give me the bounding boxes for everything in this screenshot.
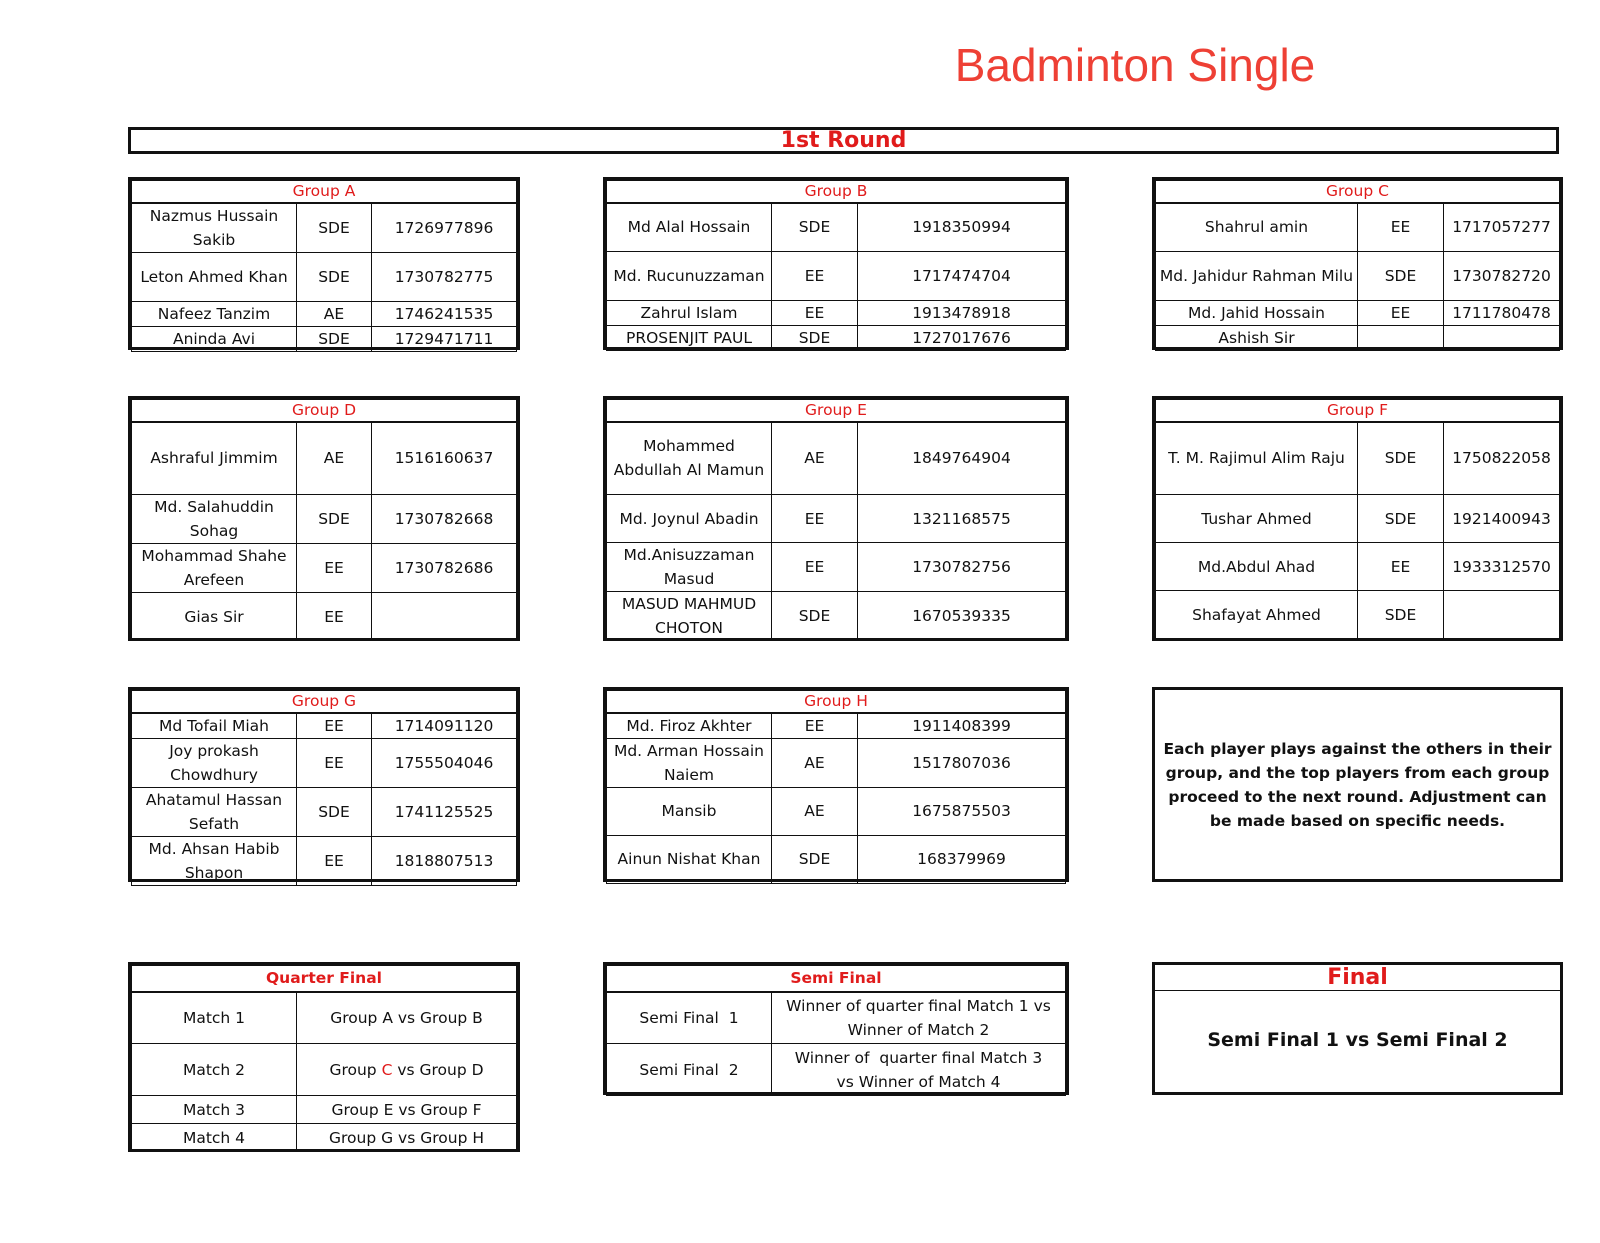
player-dept: SDE: [1358, 591, 1444, 639]
player-name: Md Tofail Miah: [132, 713, 297, 739]
player-dept: SDE: [297, 252, 372, 301]
group-e-table: [603, 396, 1069, 641]
player-name: Md. Rucunuzzaman: [607, 252, 772, 301]
player-phone: 1729471711: [372, 326, 517, 351]
player-phone: 1911408399: [858, 713, 1066, 739]
player-dept: SDE: [772, 835, 858, 883]
match-vs: vs: [393, 1128, 421, 1147]
player-phone: 1741125525: [372, 787, 517, 836]
match-groups: [297, 992, 517, 1044]
player-phone: 1714091120: [372, 713, 517, 739]
player-name: Joy prokash Chowdhury: [132, 738, 297, 787]
group-a-table: [128, 177, 520, 350]
player-dept: EE: [297, 544, 372, 593]
match-vs: vs: [392, 1060, 420, 1079]
player-phone: 1730782686: [372, 544, 517, 593]
player-name: Ashraful Jimmim: [132, 422, 297, 495]
match-groups: [297, 1096, 517, 1124]
player-phone: 1321168575: [858, 495, 1066, 543]
player-dept: AE: [297, 301, 372, 326]
player-name: Mansib: [607, 787, 772, 835]
player-name: Md.Anisuzzaman Masud: [607, 543, 772, 592]
player-name: Shahrul amin: [1156, 203, 1358, 252]
group-header: Group A: [132, 181, 517, 203]
quarter-final-header: Quarter Final: [132, 966, 517, 992]
player-dept: SDE: [772, 203, 858, 252]
group-c-table: [1152, 177, 1563, 350]
match-label: Match 4: [132, 1124, 297, 1152]
group-b-table: [603, 177, 1069, 350]
semi-final-desc: Winner of quarter final Match 3 vs Winner of Match 4: [772, 1044, 1066, 1096]
player-phone: 1730782775: [372, 252, 517, 301]
player-phone: [1444, 326, 1560, 351]
player-phone: 1730782720: [1444, 252, 1560, 301]
player-phone: 1818807513: [372, 836, 517, 885]
player-dept: SDE: [297, 787, 372, 836]
group-f-table: [1152, 396, 1563, 641]
player-dept: EE: [1358, 301, 1444, 326]
player-name: PROSENJIT PAUL: [607, 326, 772, 351]
round-title: 1st Round: [128, 127, 1559, 154]
player-phone: 1727017676: [858, 326, 1066, 351]
player-name: Md. Salahuddin Sohag: [132, 495, 297, 544]
match-label: Match 1: [132, 992, 297, 1044]
match-vs: vs: [392, 1008, 421, 1027]
player-name: Md. Jahid Hossain: [1156, 301, 1358, 326]
player-dept: AE: [772, 787, 858, 835]
match-group-right: Group H: [420, 1128, 485, 1147]
player-dept: EE: [297, 738, 372, 787]
match-group-right: Group F: [420, 1100, 482, 1119]
player-dept: SDE: [772, 326, 858, 351]
player-name: Ashish Sir: [1156, 326, 1358, 351]
group-header: Group D: [132, 400, 517, 422]
player-dept: EE: [772, 543, 858, 592]
group-header: Group B: [607, 181, 1066, 203]
player-name: Mohammed Abdullah Al Mamun: [607, 422, 772, 495]
player-name: Md.Abdul Ahad: [1156, 543, 1358, 591]
player-dept: EE: [772, 713, 858, 739]
match-group-left: Group A: [330, 1008, 393, 1027]
player-phone: 1849764904: [858, 422, 1066, 495]
match-group-right: Group B: [420, 1008, 483, 1027]
player-dept: SDE: [1358, 495, 1444, 543]
player-name: Md. Arman Hossain Naiem: [607, 738, 772, 787]
match-label: Match 2: [132, 1044, 297, 1096]
group-header: Group F: [1156, 400, 1560, 422]
group-g-table: [128, 687, 520, 882]
quarter-final-table: [128, 962, 520, 1152]
player-name: Md. Jahidur Rahman Milu: [1156, 252, 1358, 301]
semi-final-label: Semi Final 2: [607, 1044, 772, 1096]
match-group-left: Group G: [328, 1128, 394, 1147]
player-dept: EE: [297, 836, 372, 885]
player-name: Shafayat Ahmed: [1156, 591, 1358, 639]
player-phone: 1517807036: [858, 738, 1066, 787]
group-header: Group E: [607, 400, 1066, 422]
player-name: Md Alal Hossain: [607, 203, 772, 252]
match-groups: [297, 1124, 517, 1152]
player-dept: SDE: [1358, 422, 1444, 495]
player-dept: EE: [1358, 203, 1444, 252]
semi-final-header: Semi Final: [607, 966, 1066, 992]
player-dept: EE: [772, 301, 858, 326]
player-dept: EE: [297, 593, 372, 641]
player-dept: EE: [297, 713, 372, 739]
match-label: Match 3: [132, 1096, 297, 1124]
player-dept: SDE: [297, 326, 372, 351]
player-name: Md. Joynul Abadin: [607, 495, 772, 543]
player-phone: 1933312570: [1444, 543, 1560, 591]
match-vs: vs: [393, 1100, 421, 1119]
player-dept: AE: [772, 422, 858, 495]
group-header: Group H: [607, 691, 1066, 713]
player-name: Mohammad Shahe Arefeen: [132, 544, 297, 593]
player-name: Ahatamul Hassan Sefath: [132, 787, 297, 836]
group-header: Group G: [132, 691, 517, 713]
player-phone: 1730782756: [858, 543, 1066, 592]
player-name: T. M. Rajimul Alim Raju: [1156, 422, 1358, 495]
player-phone: 1726977896: [372, 203, 517, 253]
player-dept: SDE: [297, 203, 372, 253]
player-phone: 1918350994: [858, 203, 1066, 252]
player-name: Nazmus Hussain Sakib: [132, 203, 297, 253]
semi-final-desc: Winner of quarter final Match 1 vs Winner of Match 2: [772, 992, 1066, 1044]
player-dept: SDE: [772, 592, 858, 641]
player-dept: EE: [772, 495, 858, 543]
semi-final-label: Semi Final 1: [607, 992, 772, 1044]
player-phone: 168379969: [858, 835, 1066, 883]
player-name: Gias Sir: [132, 593, 297, 641]
group-d-table: [128, 396, 520, 641]
player-phone: [372, 593, 517, 641]
player-phone: 1755504046: [372, 738, 517, 787]
player-name: Tushar Ahmed: [1156, 495, 1358, 543]
page-title: Badminton Single: [954, 39, 1316, 91]
player-name: Leton Ahmed Khan: [132, 252, 297, 301]
player-phone: 1921400943: [1444, 495, 1560, 543]
player-name: Nafeez Tanzim: [132, 301, 297, 326]
player-phone: [1444, 591, 1560, 639]
player-name: Ainun Nishat Khan: [607, 835, 772, 883]
match-group-highlight: C: [381, 1060, 393, 1079]
player-phone: 1717474704: [858, 252, 1066, 301]
player-dept: EE: [772, 252, 858, 301]
final-match: Semi Final 1 vs Semi Final 2: [1207, 1029, 1508, 1051]
group-h-table: [603, 687, 1069, 882]
player-phone: 1750822058: [1444, 422, 1560, 495]
match-group-right: Group D: [419, 1060, 484, 1079]
player-name: Md. Firoz Akhter: [607, 713, 772, 739]
player-name: MASUD MAHMUD CHOTON: [607, 592, 772, 641]
player-phone: 1711780478: [1444, 301, 1560, 326]
player-phone: 1730782668: [372, 495, 517, 544]
player-phone: 1670539335: [858, 592, 1066, 641]
player-name: Aninda Avi: [132, 326, 297, 351]
match-group-left: Group: [329, 1060, 382, 1079]
player-dept: EE: [1358, 543, 1444, 591]
rules-note: Each player plays against the others in their group, and the top players from each group proceed to the next round. Adjustment can be made based on specific needs.: [1163, 739, 1552, 830]
player-name: Zahrul Islam: [607, 301, 772, 326]
semi-final-table: [603, 962, 1069, 1095]
final-header: Final: [1155, 965, 1560, 991]
final-box: [1152, 962, 1563, 1095]
player-phone: 1675875503: [858, 787, 1066, 835]
group-header: Group C: [1156, 181, 1560, 203]
player-phone: 1717057277: [1444, 203, 1560, 252]
player-name: Md. Ahsan Habib Shapon: [132, 836, 297, 885]
match-groups: [297, 1044, 517, 1096]
player-phone: 1746241535: [372, 301, 517, 326]
player-dept: [1358, 326, 1444, 351]
match-group-left: Group E: [331, 1100, 394, 1119]
player-dept: AE: [772, 738, 858, 787]
player-phone: 1913478918: [858, 301, 1066, 326]
player-phone: 1516160637: [372, 422, 517, 495]
player-dept: SDE: [297, 495, 372, 544]
player-dept: AE: [297, 422, 372, 495]
player-dept: SDE: [1358, 252, 1444, 301]
rules-note-box: [1152, 687, 1563, 882]
